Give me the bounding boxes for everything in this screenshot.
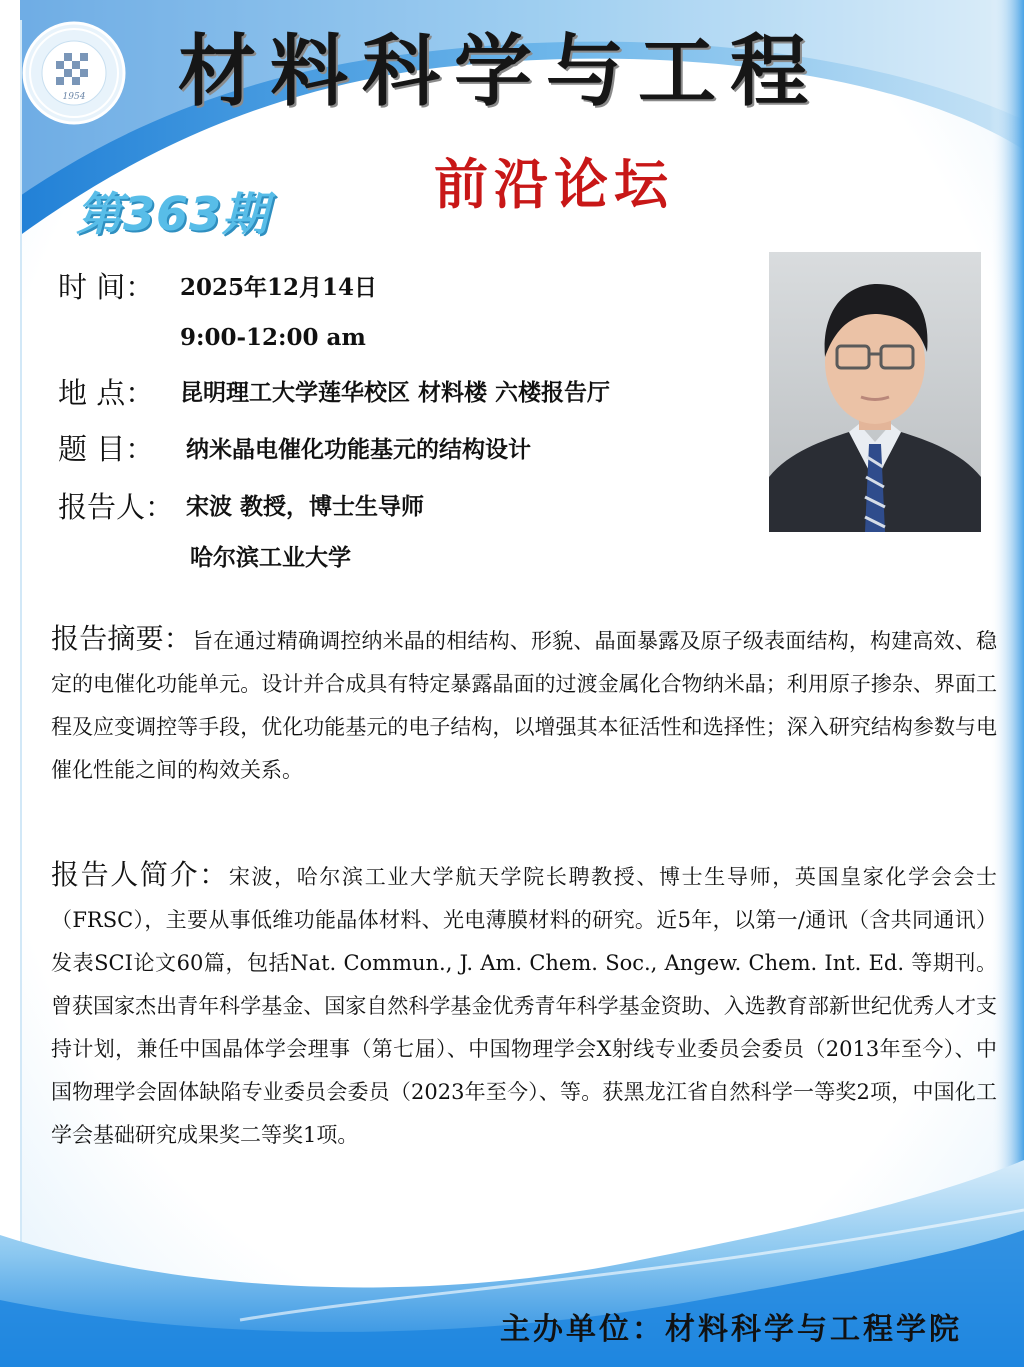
speaker-photo	[769, 252, 981, 532]
event-place: 昆明理工大学莲华校区 材料楼 六楼报告厅	[180, 380, 611, 406]
organizer-footer: 主办单位：材料科学与工程学院	[500, 1312, 962, 1347]
abstract-text: 旨在通过精确调控纳米晶的相结构、形貌、晶面暴露及原子级表面结构，构建高效、稳定的电催化功能单元。设计并合成具有特定暴露晶面的过渡金属化合物纳米晶；利用原子掺杂、界面工程及应变调控等手段，优化功能基元的电子结构，以增强其本征活性和选择性；深入研究结构参数与电催化性能之间的构效关系。	[51, 629, 997, 782]
abstract-paragraph	[51, 617, 997, 792]
poster-title: 材料科学与工程	[178, 27, 823, 117]
issue-number: 第363期	[76, 187, 270, 241]
place-label: 地 点：	[58, 376, 155, 410]
event-date: 2025年12月14日	[180, 274, 378, 301]
speaker-label: 报告人：	[58, 490, 175, 524]
logo-year: 1954	[62, 92, 86, 102]
abstract-heading: 报告摘要：	[51, 622, 192, 655]
university-seal-logo	[22, 21, 126, 125]
speaker-affiliation: 哈尔滨工业大学	[190, 545, 351, 571]
talk-topic: 纳米晶电催化功能基元的结构设计	[186, 437, 531, 463]
bio-text: 宋波，哈尔滨工业大学航天学院长聘教授、博士生导师，英国皇家化学会会士（FRSC），主要从事低维功能晶体材料、光电薄膜材料的研究。近5年，以第一/通讯（含共同通讯）发表SCI论文60篇，包括Nat. Commun., J. Am. Chem. Soc., Angew. Chem. Int. Ed. 等期刊。曾获国家杰出青年科学基金、国家自然科学基金优秀青年科学基金资助、入选教育部新世纪优秀人才支持计划，兼任中国晶体学会理事（第七届）、中国物理学会X射线专业委员会委员（2013年至今）、中国物理学会固体缺陷专业委员会委员（2023年至今）、等。获黑龙江省自然科学一等奖2项，中国化工学会基础研究成果奖二等奖1项。	[51, 865, 997, 1147]
time-label: 时 间：	[58, 270, 155, 304]
speaker-name: 宋波 教授，博士生导师	[186, 494, 425, 520]
topic-label: 题 目：	[58, 432, 155, 466]
bio-paragraph	[51, 853, 997, 1157]
bio-heading: 报告人简介：	[51, 858, 229, 891]
event-time: 9:00-12:00 am	[180, 324, 366, 351]
forum-subtitle: 前沿论坛	[434, 153, 674, 216]
